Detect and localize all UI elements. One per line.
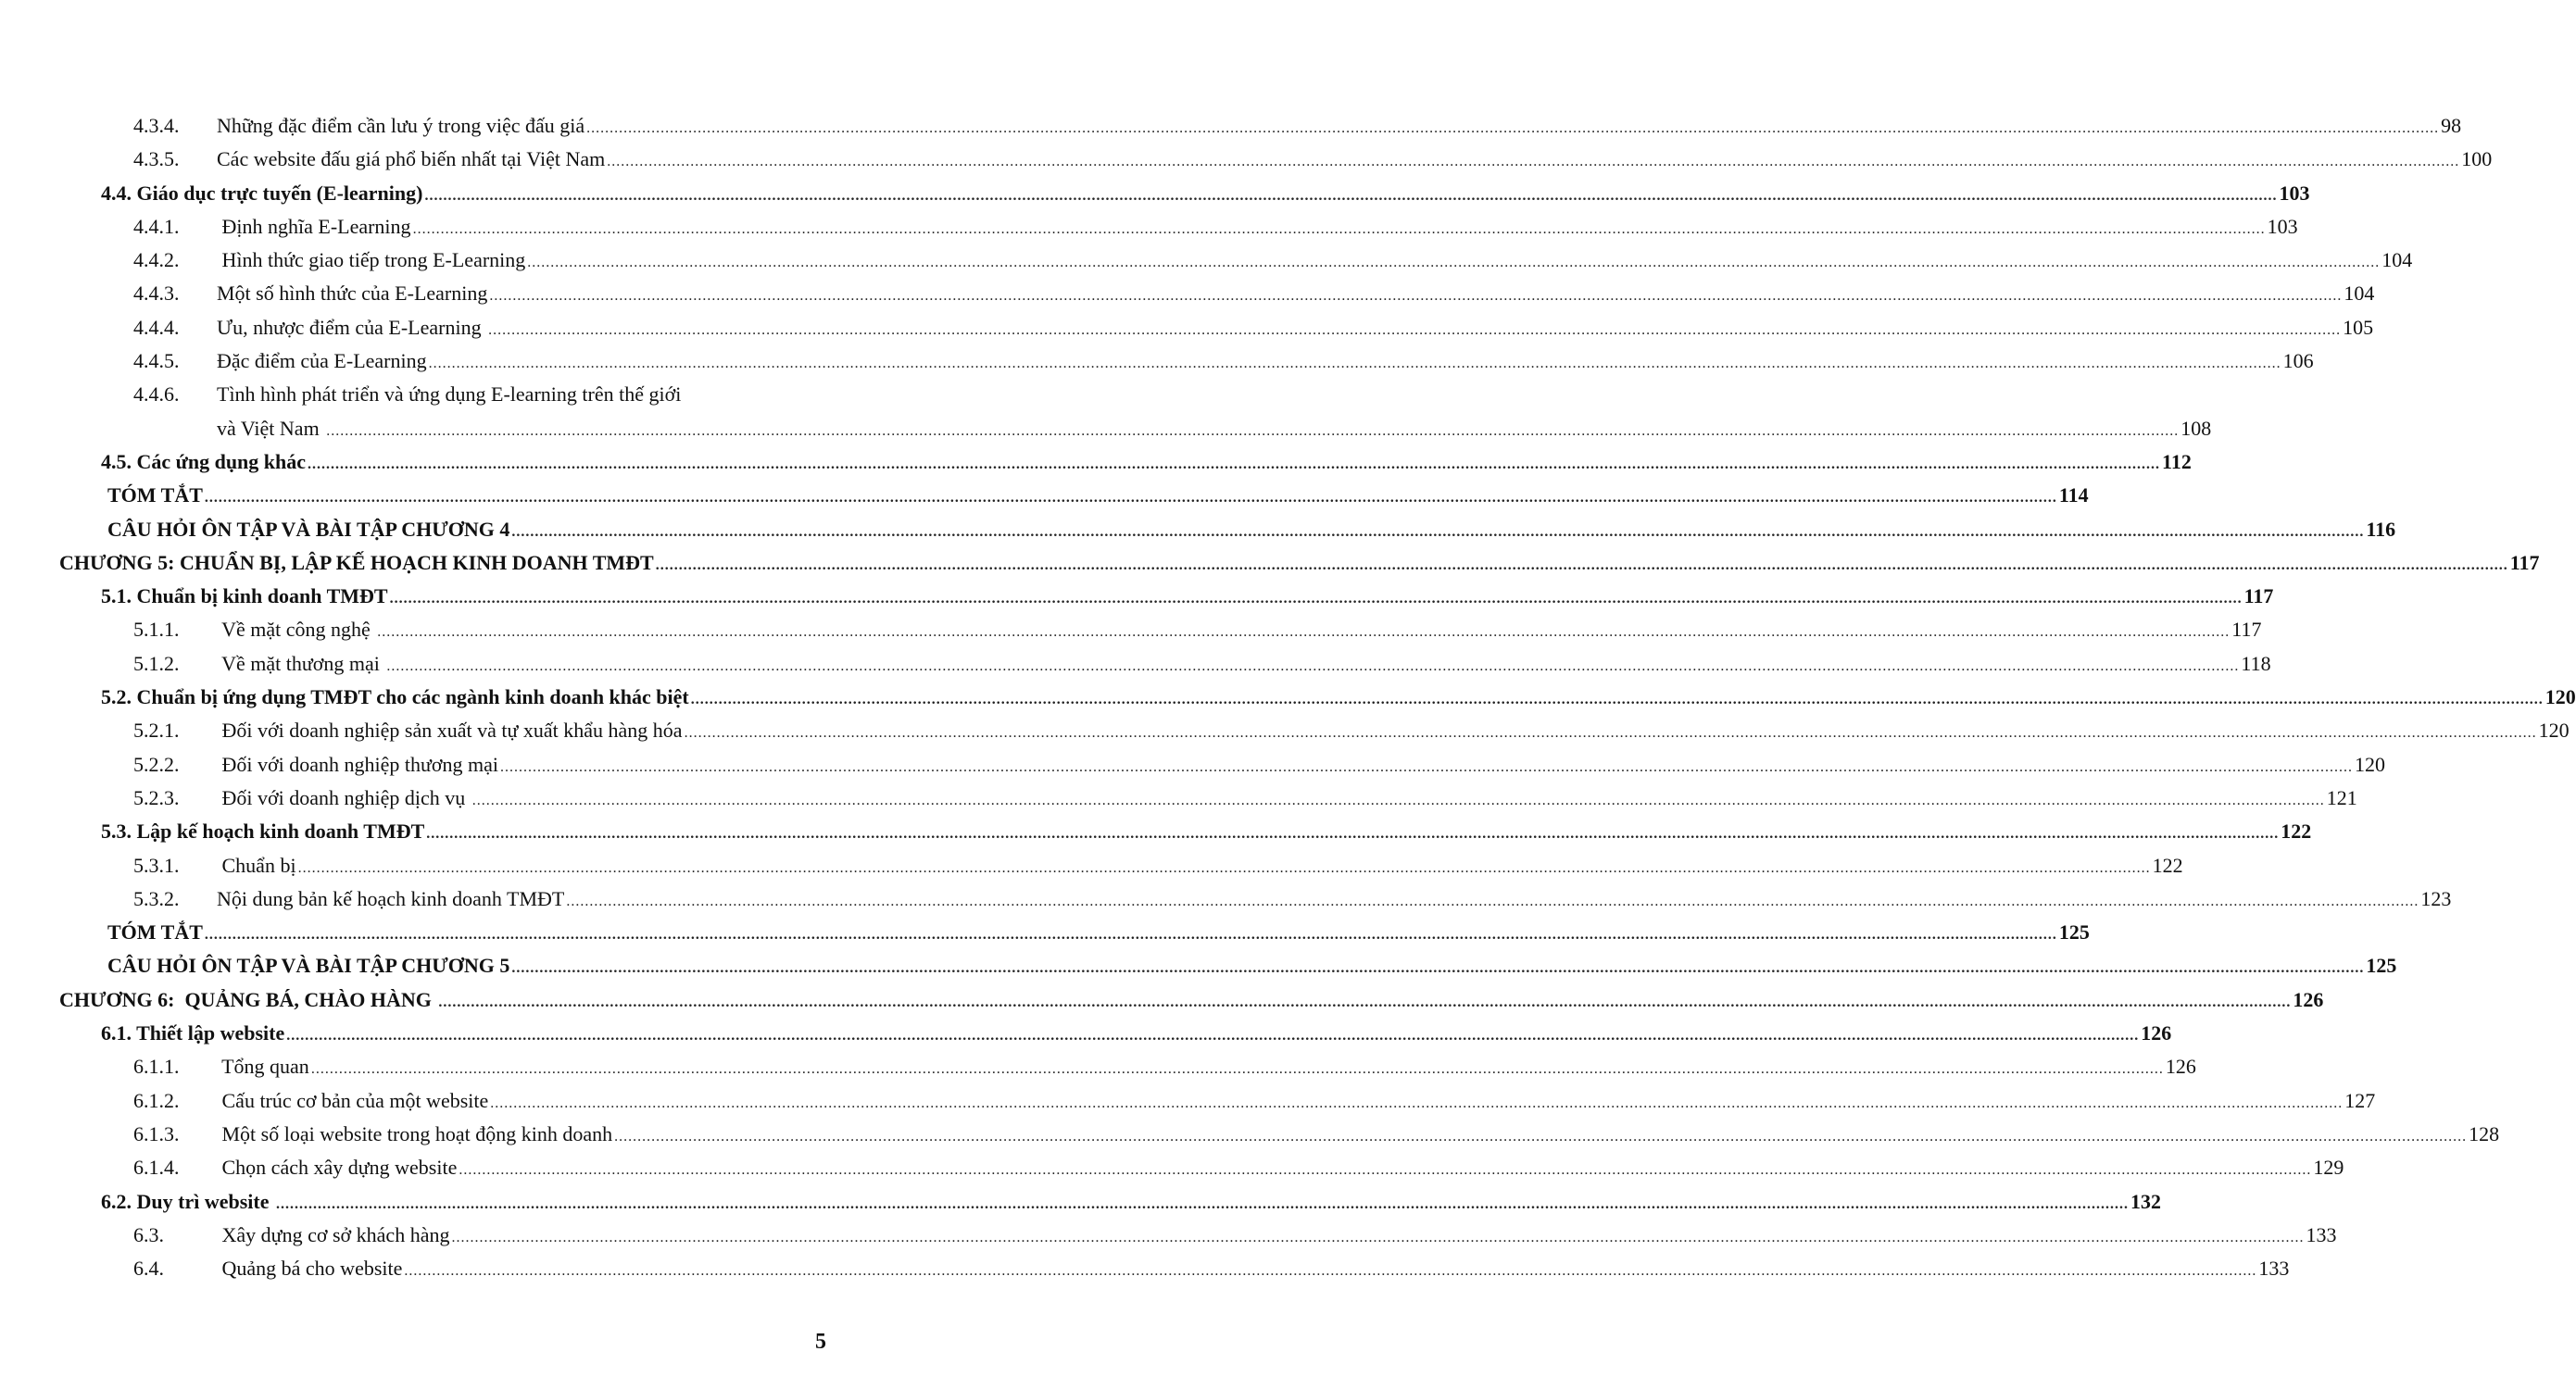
toc-entry-title: CHƯƠNG 5: CHUẨN BỊ, LẬP KẾ HOẠCH KINH DOANH TMĐT (59, 550, 654, 574)
toc-entry-line (101, 1017, 2172, 1053)
toc-entry-page: 106 (2282, 349, 2314, 373)
toc-entry-title: TÓM TẮT (107, 483, 203, 507)
toc-entry-page: 117 (2243, 584, 2274, 608)
toc-entry-page: 104 (2344, 282, 2375, 306)
dot-leader: ................................................................................................................................................................................................................................................................................................................................................................................................................ (511, 960, 2365, 977)
toc-entry-title: Nội dung bản kế hoạch kinh doanh TMĐT (217, 886, 565, 910)
toc-entry (0, 714, 2570, 747)
toc-entry-line (217, 849, 2183, 885)
toc-entry-title: Đối với doanh nghiệp dịch vụ (217, 785, 471, 809)
toc-entry-page: 118 (2241, 651, 2271, 675)
toc-entry-line (217, 277, 2375, 313)
toc-entry-title: Tổng quan (217, 1055, 309, 1079)
toc-entry (0, 143, 2493, 176)
toc-entry (0, 849, 2183, 882)
toc-entry-page: 125 (2058, 920, 2090, 945)
toc-entry-title: và Việt Nam (217, 416, 325, 440)
toc-entry-page: 104 (2381, 248, 2413, 272)
toc-entry (0, 1017, 2172, 1050)
toc-entry-title: 5.1. Chuẩn bị kinh doanh TMĐT (101, 584, 388, 608)
toc-entry (0, 1252, 2290, 1285)
toc-entry-number: 5.3.1. (133, 853, 180, 877)
toc-entry-title: Ưu, nhược điểm của E-Learning (217, 315, 487, 339)
toc-entry-line (217, 613, 2262, 649)
toc-entry-line (217, 782, 2357, 818)
toc-entry-number: 6.3. (133, 1222, 164, 1246)
toc-entry-title: Đặc điểm của E-Learning (217, 349, 427, 373)
toc-entry-number: 5.2.3. (133, 785, 180, 809)
toc-entry (0, 782, 2357, 815)
dot-leader: ................................................................................................................................................................................................................................................................................................................................................................................................................ (451, 1229, 2305, 1245)
toc-entry-title: Các website đấu giá phổ biến nhất tại Việt Nam (217, 147, 606, 171)
toc-entry-line (217, 412, 2212, 448)
toc-entry (0, 916, 2090, 949)
toc-entry-page: 123 (2420, 886, 2452, 910)
dot-leader: ................................................................................................................................................................................................................................................................................................................................................................................................................ (500, 758, 2354, 775)
toc-entry (0, 344, 2314, 378)
dot-leader: ................................................................................................................................................................................................................................................................................................................................................................................................................ (308, 456, 2161, 472)
toc-entry-title: 4.4. Giáo dục trực tuyến (E-learning) (101, 181, 423, 205)
toc-entry-page: 112 (2162, 449, 2192, 473)
toc-entry-title: Về mặt công nghệ (217, 618, 376, 642)
toc-entry-title: Cấu trúc cơ bản của một website (217, 1088, 489, 1112)
toc-entry-number: 5.2.1. (133, 719, 180, 743)
toc-entry-number: 4.4.5. (133, 349, 180, 373)
toc-entry-line (217, 1252, 2290, 1288)
dot-leader: ................................................................................................................................................................................................................................................................................................................................................................................................................ (655, 557, 2508, 573)
toc-entry (0, 748, 2386, 782)
dot-leader: ................................................................................................................................................................................................................................................................................................................................................................................................................ (428, 356, 2281, 372)
dot-leader: ................................................................................................................................................................................................................................................................................................................................................................................................................ (377, 624, 2230, 641)
toc-entry-line (101, 1185, 2161, 1221)
toc-entry (0, 1219, 2337, 1252)
toc-entry-line (59, 546, 2540, 582)
toc-entry-title: 6.1. Thiết lập website (101, 1021, 285, 1045)
toc-entry-number: 6.1.3. (133, 1121, 180, 1145)
toc-entry-line (217, 344, 2314, 381)
toc-entry-line (217, 311, 2374, 347)
toc-entry-title: Hình thức giao tiếp trong E-Learning (217, 248, 526, 272)
toc-entry-line (107, 479, 2089, 515)
toc-entry-number: 4.4.1. (133, 214, 180, 238)
toc-entry-title: CHƯƠNG 6: QUẢNG BÁ, CHÀO HÀNG (59, 987, 437, 1011)
dot-leader: ................................................................................................................................................................................................................................................................................................................................................................................................................ (275, 1195, 2129, 1212)
toc-entry (0, 210, 2298, 244)
dot-leader: ................................................................................................................................................................................................................................................................................................................................................................................................................ (438, 994, 2292, 1010)
table-of-contents (0, 109, 2576, 1285)
toc-entry-line (101, 681, 2576, 717)
toc-entry (0, 513, 2396, 546)
toc-entry (0, 1185, 2161, 1219)
dot-leader: ................................................................................................................................................................................................................................................................................................................................................................................................................ (310, 1061, 2164, 1078)
toc-entry-title: 6.2. Duy trì website (101, 1189, 274, 1213)
dot-leader: ................................................................................................................................................................................................................................................................................................................................................................................................................ (426, 826, 2280, 843)
toc-entry-page: 132 (2130, 1189, 2161, 1213)
toc-entry-number: 6.1.4. (133, 1156, 180, 1180)
toc-entry (0, 177, 2310, 210)
toc-entry-line (107, 916, 2090, 952)
toc-entry (0, 244, 2413, 277)
toc-entry-line (107, 949, 2397, 985)
dot-leader: ................................................................................................................................................................................................................................................................................................................................................................................................................ (326, 422, 2180, 439)
dot-leader: ................................................................................................................................................................................................................................................................................................................................................................................................................ (286, 1028, 2140, 1045)
toc-entry-page: 121 (2326, 785, 2357, 809)
toc-entry (0, 949, 2397, 982)
toc-entry-title: Định nghĩa E-Learning (217, 214, 411, 238)
toc-entry-page: 103 (2267, 214, 2298, 238)
toc-entry (0, 1084, 2376, 1118)
toc-entry-number: 6.4. (133, 1257, 164, 1281)
toc-entry (0, 445, 2192, 479)
toc-entry-page: 120 (2545, 685, 2576, 709)
toc-entry (0, 1151, 2344, 1184)
dot-leader: ................................................................................................................................................................................................................................................................................................................................................................................................................ (490, 1095, 2344, 1111)
toc-entry-page: 98 (2441, 114, 2462, 137)
toc-entry-title: 5.3. Lập kế hoạch kinh doanh TMĐT (101, 820, 425, 844)
toc-entry (0, 1050, 2196, 1083)
toc-entry-line (217, 647, 2271, 683)
toc-entry-page: 105 (2343, 315, 2374, 339)
toc-entry-number: 4.4.6. (133, 382, 180, 407)
toc-entry-title: Về mặt thương mại (217, 651, 385, 675)
dot-leader: ................................................................................................................................................................................................................................................................................................................................................................................................................ (527, 255, 2381, 271)
dot-leader: ................................................................................................................................................................................................................................................................................................................................................................................................................ (684, 725, 2537, 742)
toc-entry-title: Quảng bá cho website (217, 1257, 403, 1281)
toc-entry-number: 5.3.2. (133, 886, 180, 910)
toc-entry-number: 5.1.2. (133, 651, 180, 675)
toc-entry (0, 1118, 2500, 1151)
dot-leader: ................................................................................................................................................................................................................................................................................................................................................................................................................ (586, 120, 2440, 136)
dot-leader: ................................................................................................................................................................................................................................................................................................................................................................................................................ (566, 893, 2419, 909)
toc-entry-title: CÂU HỎI ÔN TẬP VÀ BÀI TẬP CHƯƠNG 4 (107, 517, 510, 541)
toc-entry-line (217, 1050, 2196, 1086)
toc-entry-title: Đối với doanh nghiệp thương mại (217, 752, 499, 776)
toc-entry-page: 122 (2281, 820, 2312, 844)
dot-leader: ................................................................................................................................................................................................................................................................................................................................................................................................................ (614, 1128, 2468, 1145)
toc-entry-line (59, 983, 2324, 1020)
toc-entry-page: 128 (2469, 1121, 2500, 1145)
toc-entry-page: 108 (2180, 416, 2212, 440)
dot-leader: ................................................................................................................................................................................................................................................................................................................................................................................................................ (404, 1263, 2257, 1280)
toc-entry (0, 613, 2262, 646)
toc-entry-title: Những đặc điểm cần lưu ý trong việc đấu giá (217, 114, 585, 137)
toc-entry-title: Chuẩn bị (217, 853, 296, 877)
toc-entry-line (217, 1219, 2337, 1255)
toc-entry-number: 6.1.2. (133, 1088, 180, 1112)
toc-entry-line (101, 445, 2192, 482)
toc-entry-line (101, 815, 2312, 851)
toc-entry-line (217, 714, 2570, 750)
dot-leader: ................................................................................................................................................................................................................................................................................................................................................................................................................ (488, 321, 2342, 338)
toc-entry (0, 109, 2462, 143)
page-number: 5 (815, 1330, 826, 1354)
dot-leader: ................................................................................................................................................................................................................................................................................................................................................................................................................ (412, 220, 2266, 237)
toc-entry-page: 126 (2293, 987, 2324, 1011)
dot-leader: ................................................................................................................................................................................................................................................................................................................................................................................................................ (471, 792, 2325, 808)
toc-entry-number: 5.2.2. (133, 752, 180, 776)
toc-entry (0, 882, 2452, 916)
toc-entry-line (217, 210, 2298, 246)
toc-entry (0, 412, 2212, 445)
toc-entry (0, 277, 2375, 310)
toc-entry-page: 129 (2313, 1156, 2344, 1180)
toc-entry-page: 133 (2258, 1257, 2290, 1281)
toc-entry-number: 4.4.3. (133, 282, 180, 306)
toc-entry-line (217, 378, 817, 411)
toc-entry-page: 117 (2509, 550, 2540, 574)
toc-entry (0, 378, 908, 411)
toc-entry-title: CÂU HỎI ÔN TẬP VÀ BÀI TẬP CHƯƠNG 5 (107, 954, 510, 978)
toc-entry-line (217, 748, 2386, 784)
toc-entry-page: 116 (2366, 517, 2396, 541)
toc-entry-page: 133 (2306, 1222, 2337, 1246)
toc-entry-line (217, 109, 2462, 145)
toc-entry-title: 4.5. Các ứng dụng khác (101, 449, 307, 473)
toc-entry-title: Tình hình phát triển và ứng dụng E-learning trên thế giới (217, 382, 682, 407)
toc-entry-line (107, 513, 2396, 549)
toc-entry-line (217, 1151, 2344, 1187)
toc-entry (0, 479, 2089, 512)
toc-entry-line (217, 882, 2452, 919)
toc-entry-number: 5.1.1. (133, 618, 180, 642)
toc-entry-page: 126 (2141, 1021, 2172, 1045)
toc-entry-page: 117 (2231, 618, 2262, 642)
toc-entry-page: 126 (2165, 1055, 2196, 1079)
toc-entry-page: 100 (2461, 147, 2493, 171)
toc-entry-title: Xây dựng cơ sở khách hàng (217, 1222, 450, 1246)
toc-entry-number: 4.4.4. (133, 315, 180, 339)
toc-entry-page: 120 (2355, 752, 2386, 776)
toc-entry (0, 681, 2576, 714)
toc-entry-title: 5.2. Chuẩn bị ứng dụng TMĐT cho các ngành kinh doanh khác biệt (101, 685, 689, 709)
toc-entry (0, 983, 2324, 1017)
toc-entry-number: 4.4.2. (133, 248, 180, 272)
toc-entry-page: 127 (2344, 1088, 2376, 1112)
toc-entry-page: 120 (2538, 719, 2570, 743)
toc-entry (0, 815, 2312, 848)
dot-leader: ................................................................................................................................................................................................................................................................................................................................................................................................................ (690, 692, 2544, 708)
toc-entry-number: 4.3.4. (133, 114, 180, 137)
toc-entry-title: Đối với doanh nghiệp sản xuất và tự xuất khẩu hàng hóa (217, 719, 683, 743)
toc-entry-title: Một số loại website trong hoạt động kinh doanh (217, 1121, 613, 1145)
dot-leader: ................................................................................................................................................................................................................................................................................................................................................................................................................ (424, 187, 2278, 204)
toc-entry-page: 114 (2058, 483, 2089, 507)
toc-entry (0, 546, 2540, 580)
toc-entry-page: 103 (2279, 181, 2310, 205)
dot-leader: ................................................................................................................................................................................................................................................................................................................................................................................................................ (459, 1162, 2312, 1179)
dot-leader: ................................................................................................................................................................................................................................................................................................................................................................................................................ (386, 657, 2240, 674)
toc-entry-number: 4.3.5. (133, 147, 180, 171)
toc-entry-line (217, 1084, 2376, 1120)
dot-leader: ................................................................................................................................................................................................................................................................................................................................................................................................................ (489, 288, 2343, 305)
dot-leader: ................................................................................................................................................................................................................................................................................................................................................................................................................ (511, 523, 2365, 540)
dot-leader: ................................................................................................................................................................................................................................................................................................................................................................................................................ (607, 154, 2460, 170)
dot-leader: ................................................................................................................................................................................................................................................................................................................................................................................................................ (204, 490, 2057, 507)
toc-entry-line (217, 244, 2413, 280)
toc-entry-title: Một số hình thức của E-Learning (217, 282, 488, 306)
dot-leader: ................................................................................................................................................................................................................................................................................................................................................................................................................ (204, 927, 2057, 944)
toc-entry-line (217, 143, 2493, 179)
toc-entry-title: Chọn cách xây dựng website (217, 1156, 458, 1180)
toc-entry-line (101, 580, 2274, 616)
toc-entry (0, 311, 2374, 344)
toc-entry-title: TÓM TẮT (107, 920, 203, 945)
toc-entry (0, 580, 2274, 613)
toc-entry-number: 6.1.1. (133, 1055, 180, 1079)
toc-entry-line (101, 177, 2310, 213)
toc-entry (0, 647, 2271, 681)
dot-leader: ................................................................................................................................................................................................................................................................................................................................................................................................................ (389, 591, 2243, 607)
toc-entry-page: 125 (2366, 954, 2397, 978)
toc-entry-page: 122 (2152, 853, 2183, 877)
toc-entry-line (217, 1118, 2500, 1154)
dot-leader: ................................................................................................................................................................................................................................................................................................................................................................................................................ (297, 859, 2151, 876)
